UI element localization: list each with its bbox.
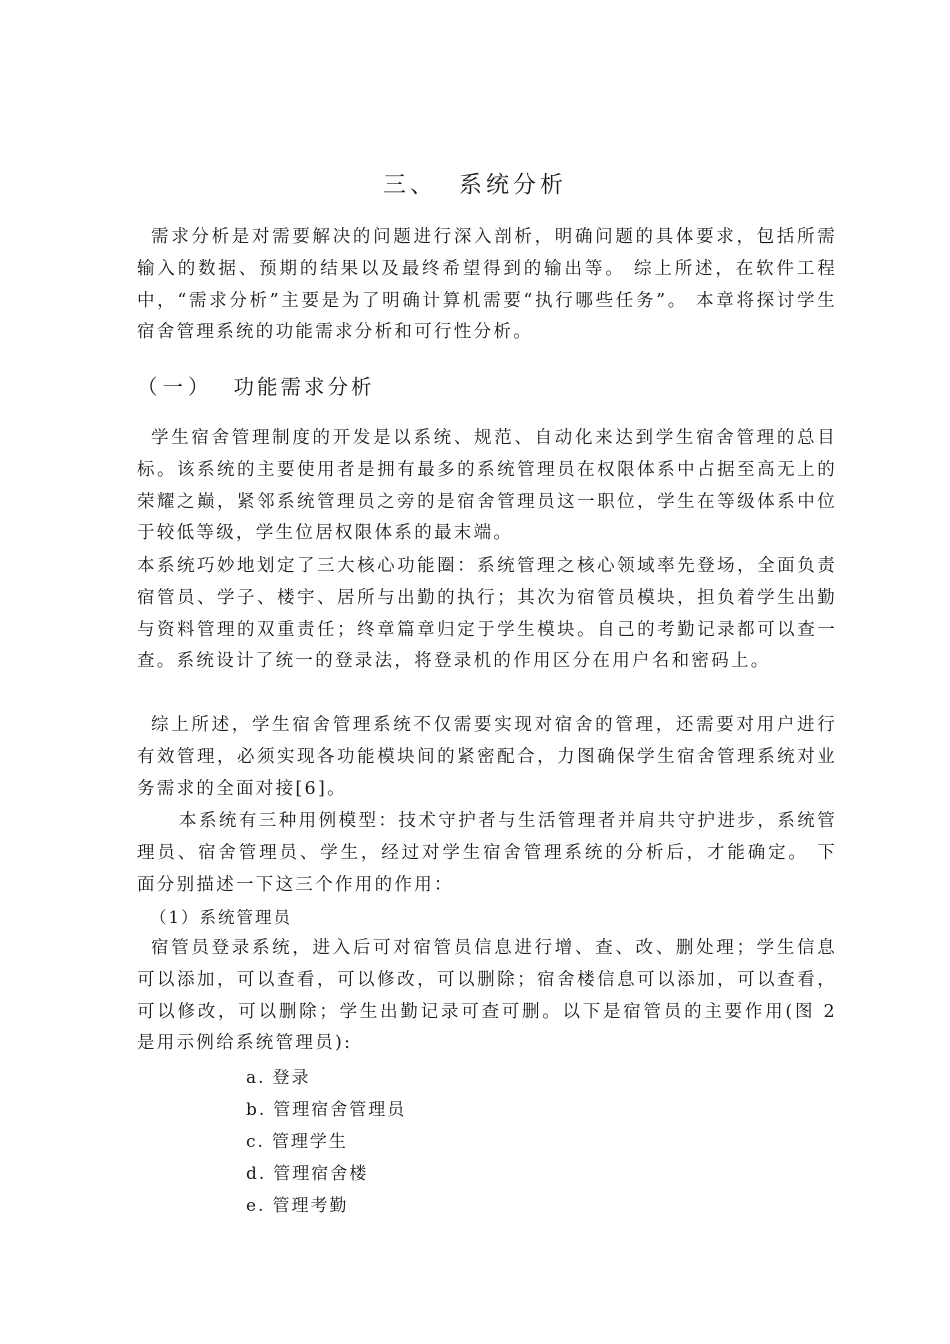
section-title-text: 功能需求分析 bbox=[233, 375, 375, 399]
list-marker: e. bbox=[246, 1196, 266, 1216]
list-item-text: 登录 bbox=[272, 1068, 311, 1088]
paragraph-admin-role: 宿管员登录系统，进入后可对宿管员信息进行增、查、改、删处理；学生信息可以添加，可以查看，可以修改，可以删除；宿舍楼信息可以添加，可以查看，可以修改，可以删除；学生出勤记录可查可删。以下是宿管员的主要作用(图 2是用示例给系统管理员): bbox=[137, 938, 837, 1054]
chapter-number: 三、 bbox=[383, 172, 437, 198]
list-item-text: 管理学生 bbox=[271, 1132, 348, 1152]
list-marker: a. bbox=[246, 1068, 266, 1088]
list-item-text: 管理宿舍楼 bbox=[273, 1164, 369, 1184]
list-item bbox=[246, 1062, 406, 1094]
section-number: （一） bbox=[137, 375, 214, 399]
paragraph-overview: 学生宿舍管理制度的开发是以系统、规范、自动化来达到学生宿舍管理的总目标。该系统的主要使用者是拥有最多的系统管理员在权限体系中占据至高无上的荣耀之巅，紧邻系统管理员之旁的是宿舍管理员这一职位，学生在等级体系中位于较低等级，学生位居权限体系的最末端。 bbox=[137, 428, 837, 544]
list-marker: c. bbox=[246, 1132, 265, 1152]
list-item bbox=[246, 1158, 406, 1190]
intro-paragraph: 需求分析是对需要解决的问题进行深入剖析，明确问题的具体要求，包括所需输入的数据、预期的结果以及最终希望得到的输出等。 综上所述，在软件工程中，“需求分析”主要是为了明确计算机需要“执行哪些任务”。 本章将探讨学生宿舍管理系统的功能需求分析和可行性分析。 bbox=[137, 227, 837, 343]
list-marker: b. bbox=[246, 1100, 267, 1120]
list-item-text: 管理宿舍管理员 bbox=[273, 1100, 407, 1120]
chapter-title bbox=[0, 166, 950, 199]
paragraph-summary: 综上所述，学生宿舍管理系统不仅需要实现对宿舍的管理，还需要对用户进行有效管理，必须实现各功能模块间的紧密配合，力图确保学生宿舍管理系统对业务需求的全面对接[6]。 bbox=[137, 715, 837, 799]
function-list bbox=[246, 1062, 406, 1222]
list-item bbox=[246, 1094, 406, 1126]
paragraph-use-cases: 本系统有三种用例模型：技术守护者与生活管理者并肩共守护进步，系统管理员、宿舍管理员、学生，经过对学生宿舍管理系统的分析后，才能确定。 下面分别描述一下这三个作用的作用： bbox=[137, 811, 837, 895]
section-title bbox=[137, 370, 375, 400]
list-item bbox=[246, 1126, 406, 1158]
paragraph-modules: 本系统巧妙地划定了三大核心功能圈：系统管理之核心领域率先登场，全面负责宿管员、学子、楼宇、居所与出勤的执行；其次为宿管员模块，担负着学生出勤与资料管理的双重责任；终章篇章归定于学生模块。自己的考勤记录都可以查一查。系统设计了统一的登录法，将登录机的作用区分在用户名和密码上。 bbox=[137, 556, 837, 672]
list-marker: d. bbox=[246, 1164, 267, 1184]
list-item bbox=[246, 1190, 406, 1222]
list-item-text: 管理考勤 bbox=[272, 1196, 349, 1216]
chapter-title-text: 系统分析 bbox=[459, 172, 567, 198]
subsection-title: （1）系统管理员 bbox=[150, 908, 292, 927]
